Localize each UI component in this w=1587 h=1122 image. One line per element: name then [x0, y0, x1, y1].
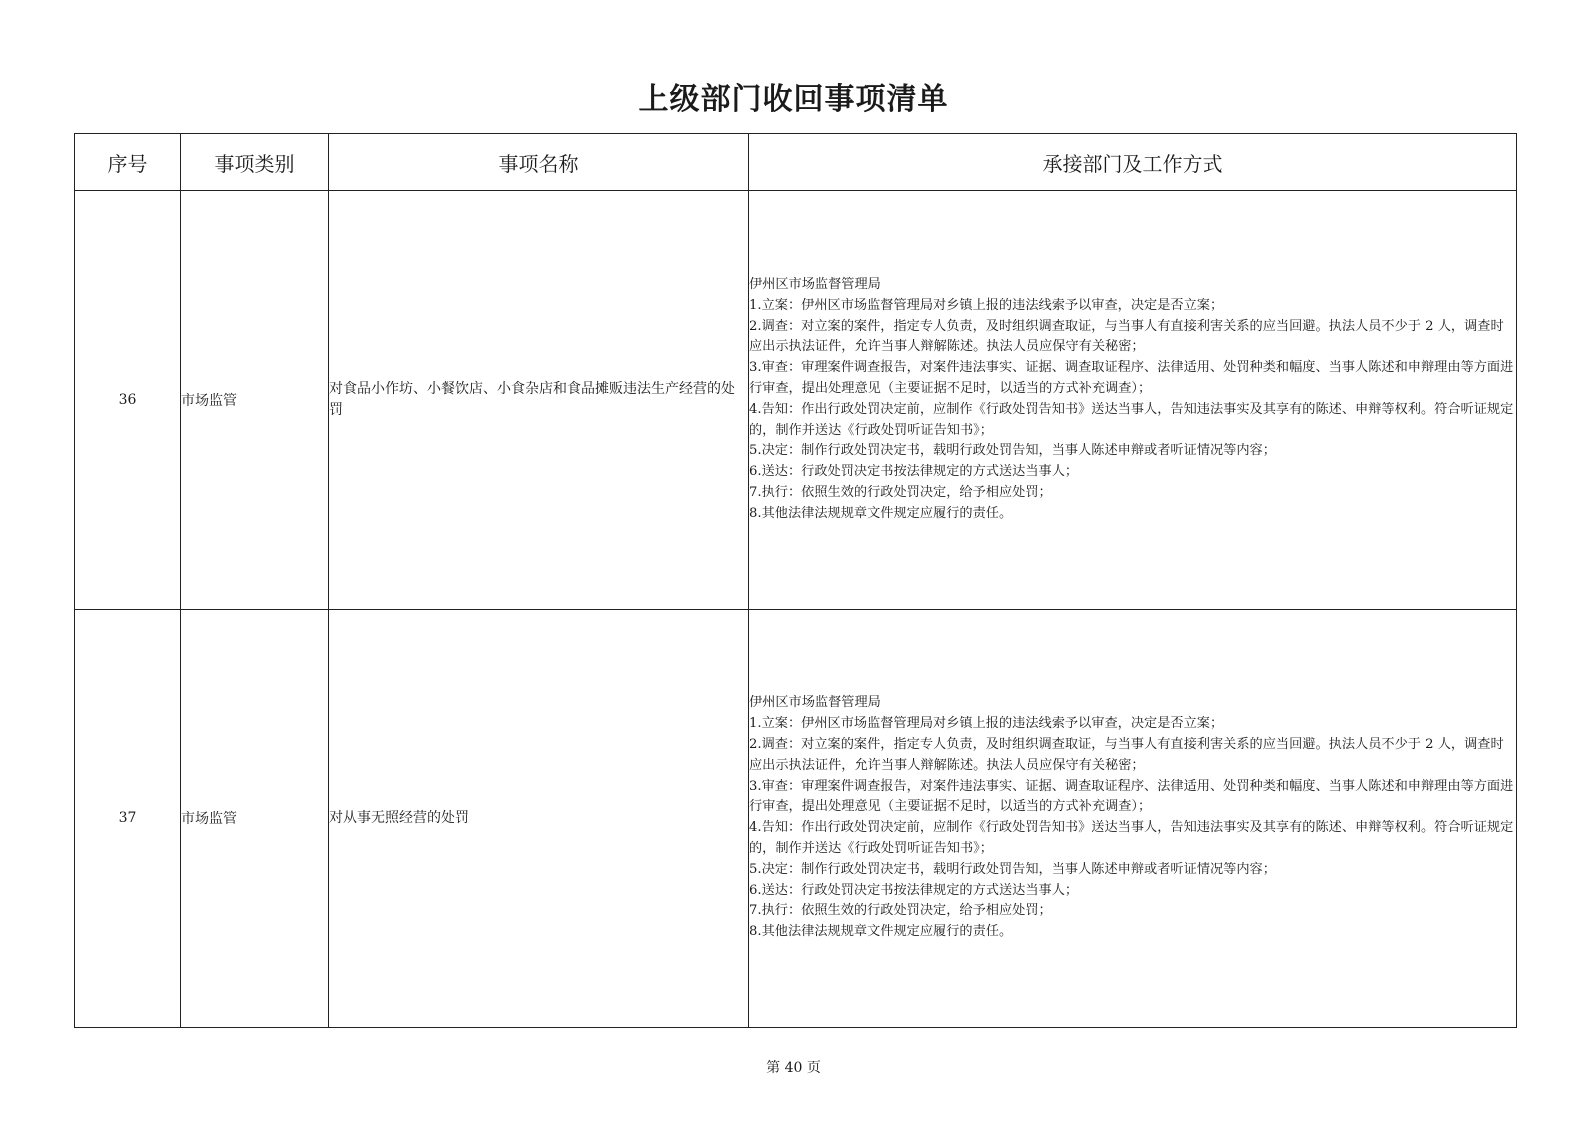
step-filing: 1.立案：伊州区市场监督管理局对乡镇上报的违法线索予以审查，决定是否立案；	[749, 716, 1224, 732]
row-number: 36	[75, 191, 181, 610]
row-number: 37	[75, 609, 181, 1028]
step-notification: 4.告知：作出行政处罚决定前，应制作《行政处罚告知书》送达当事人，告知违法事实及其享有的陈述、申辩等权利。符合听证规定的，制作并送达《行政处罚听证告知书》；	[749, 401, 1514, 438]
row-item-name: 对食品小作坊、小餐饮店、小食杂店和食品摊贩违法生产经营的处罚	[329, 191, 749, 610]
row-category: 市场监管	[181, 191, 329, 610]
step-notification: 4.告知：作出行政处罚决定前，应制作《行政处罚告知书》送达当事人，告知违法事实及其享有的陈述、申辩等权利。符合听证规定的，制作并送达《行政处罚听证告知书》；	[749, 820, 1514, 857]
table-row	[75, 609, 1517, 1028]
step-execution: 7.执行：依照生效的行政处罚决定，给予相应处罚；	[749, 903, 1052, 919]
header-item-name: 事项名称	[329, 134, 749, 191]
header-category: 事项类别	[181, 134, 329, 191]
step-investigation: 2.调查：对立案的案件，指定专人负责，及时组织调查取证，与当事人有直接利害关系的应当回避。执法人员不少于 2 人，调查时应出示执法证件，允许当事人辩解陈述。执法人员应保守有关秘密；	[749, 318, 1504, 355]
department-name: 伊州区市场监督管理局	[749, 276, 881, 292]
header-department-method: 承接部门及工作方式	[749, 134, 1517, 191]
step-other-duties: 8.其他法律法规规章文件规定应履行的责任。	[749, 505, 1013, 521]
step-other-duties: 8.其他法律法规规章文件规定应履行的责任。	[749, 924, 1013, 940]
department-name: 伊州区市场监督管理局	[749, 695, 881, 711]
step-delivery: 6.送达：行政处罚决定书按法律规定的方式送达当事人；	[749, 882, 1079, 898]
step-delivery: 6.送达：行政处罚决定书按法律规定的方式送达当事人；	[749, 464, 1079, 480]
step-investigation: 2.调查：对立案的案件，指定专人负责，及时组织调查取证，与当事人有直接利害关系的应当回避。执法人员不少于 2 人，调查时应出示执法证件，允许当事人辩解陈述。执法人员应保守有关秘密；	[749, 737, 1504, 773]
row-department-method	[749, 191, 1517, 610]
step-review: 3.审查：审理案件调查报告，对案件违法事实、证据、调查取证程序、法律适用、处罚种类和幅度、当事人陈述和申辩理由等方面进行审查，提出处理意见（主要证据不足时，以适当的方式补充调查）；	[749, 778, 1514, 815]
table-row	[75, 191, 1517, 610]
step-decision: 5.决定：制作行政处罚决定书，载明行政处罚告知，当事人陈述申辩或者听证情况等内容；	[749, 443, 1276, 459]
table-header-row	[75, 134, 1517, 191]
step-execution: 7.执行：依照生效的行政处罚决定，给予相应处罚；	[749, 484, 1052, 500]
step-decision: 5.决定：制作行政处罚决定书，载明行政处罚告知，当事人陈述申辩或者听证情况等内容；	[749, 861, 1276, 877]
row-category: 市场监管	[181, 609, 329, 1028]
row-item-name: 对从事无照经营的处罚	[329, 609, 749, 1028]
row-department-method	[749, 609, 1517, 1028]
items-table	[74, 133, 1517, 1028]
header-number: 序号	[75, 134, 181, 191]
step-filing: 1.立案：伊州区市场监督管理局对乡镇上报的违法线索予以审查，决定是否立案；	[749, 297, 1224, 313]
page-number: 第 40 页	[766, 1060, 821, 1076]
step-review: 3.审查：审理案件调查报告，对案件违法事实、证据、调查取证程序、法律适用、处罚种类和幅度、当事人陈述和申辩理由等方面进行审查，提出处理意见（主要证据不足时，以适当的方式补充调查）；	[749, 360, 1514, 396]
page-title: 上级部门收回事项清单	[638, 82, 949, 117]
